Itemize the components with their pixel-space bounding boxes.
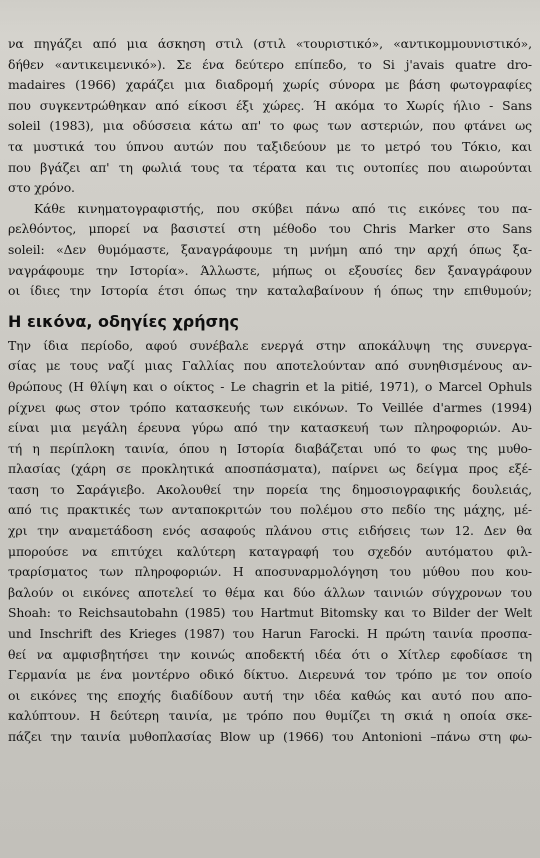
text-line: soleil (1983), μια οδύσσεια κάτω απ' το φως των αστεριών, που φτάνει ως [8,118,532,134]
section-heading: Η εικόνα, οδηγίες χρήσης [8,311,239,331]
text-line: τα μυστικά του ύπνου αυτών που ταξιδεύουν με το μετρό του Τόκιο, και [8,138,532,154]
text-line: ρίχνει φως στον τρόπο κατασκευής των εικόνων. Το Veillée d'armes (1994) [8,399,532,415]
text-line: σίας με τους ναζί μιας Γαλλίας που αποτελούνταν από συνηθισμένους αν- [8,358,532,374]
text-line: ταση το Σαράγιεβο. Ακολουθεί την πορεία της δημοσιογραφικής δουλειάς, [8,481,532,497]
text-line: madaires (1966) χαράζει μια διαδρομή χωρίς σύνορα με βάση φωτογραφίες [8,77,532,93]
text-line: μπορούσε να επιτύχει καλύτερη καταγραφή του σχεδόν αυτόματου φιλ- [8,543,532,559]
paragraph-3 [8,336,532,748]
paragraph-2 [8,199,532,302]
text-line: τή η περίπλοκη ταινία, όπου η Ιστορία διαβάζεται υπό το φως της μυθο- [8,440,532,456]
text-line: που βγάζει απ' τη φωλιά τους τα τέρατα και τις ουτοπίες που αιωρούνται [8,159,532,175]
text-line: Γερμανία με ένα μοντέρνο οδικό δίκτυο. Διερευνά τον τρόπο με τον οποίο [8,667,532,683]
paragraph-1 [8,34,532,199]
text-line: οι εικόνες της εποχής διαδίδουν αυτή την ιδέα καθώς και αυτό που απο- [8,687,532,703]
text-line: πάζει την ταινία μυθοπλασίας Blow up (1966) του Antonioni –πάνω στη φω- [8,729,532,744]
text-line: δήθεν «αντικειμενικό»). Σε ένα δεύτερο επίπεδο, το Si j'avais quatre dro- [8,56,532,72]
text-line: που συγκεντρώθηκαν από είκοσι έξι χώρες. Ή ακόμα το Χωρίς ήλιο - Sans [8,97,532,113]
text-line: und Inschrift des Krieges (1987) του Harun Farocki. Η πρώτη ταινία προσπα- [8,626,532,642]
text-line: βαλούν οι εικόνες αποτελεί το θέμα και δύο άλλων ταινιών σύγχρονων του [8,584,532,600]
text-line: Shoah: το Reichsautobahn (1985) του Hartmut Bitomsky και το Bilder der Welt [8,605,532,621]
text-line: οι ίδιες την Ιστορία έτσι όπως την καταλαβαίνουν ή όπως την επιθυμούν; [8,283,532,299]
text-line: χρι την αναμετάδοση ενός ασαφούς πλάνου στις ειδήσεις των 12. Δεν θα [8,523,532,539]
text-line: ρελθόντος, μπορεί να βασιστεί στη μέθοδο του Chris Marker στο Sans [8,221,532,237]
text-line: θεί να αμφισβητήσει την κοινώς αποδεκτή ιδέα ότι ο Χίτλερ εφοδίασε τη [8,646,532,662]
text-line: τραρίσματος των πληροφοριών. Η αποσυναρμολόγηση του μύθου που κου- [8,564,532,580]
text-line: Κάθε κινηματογραφιστής, που σκύβει πάνω από τις εικόνες του πα- [34,200,532,216]
text-line: ναγράφουμε την Ιστορία». Άλλωστε, μήπως οι εξουσίες δεν ξαναγράφουν [8,262,532,278]
text-line: θρώπους (Η θλίψη και ο οίκτος - Le chagrin et la pitié, 1971), ο Marcel Ophuls [8,378,532,394]
text-line: πλασίας (χάρη σε προκλητικά αποσπάσματα), παίρνει ως δείγμα προς εξέ- [8,461,532,477]
text-line: από τις πρακτικές των ανταποκριτών του πολέμου στο πεδίο της μάχης, μέ- [8,502,532,518]
text-line: soleil: «Δεν θυμόμαστε, ξαναγράφουμε τη μνήμη από την αρχή όπως ξα- [8,241,532,257]
text-line: καλύπτουν. Η δεύτερη ταινία, με τρόπο που θυμίζει τη σκιά η οποία σκε- [8,708,532,724]
page-shadow [0,0,540,34]
text-line: είναι μια μεγάλη έρευνα γύρω από την κατασκευή των πληροφοριών. Αυ- [8,420,532,436]
text-line: Την ίδια περίοδο, αφού συνέβαλε ενεργά στην αποκάλυψη της συνεργα- [8,337,532,353]
text-line: να πηγάζει από μια άσκηση στιλ (στιλ «τουριστικό», «αντικομμουνιστικό», [8,36,532,51]
text-line: στο χρόνο. [8,180,75,196]
